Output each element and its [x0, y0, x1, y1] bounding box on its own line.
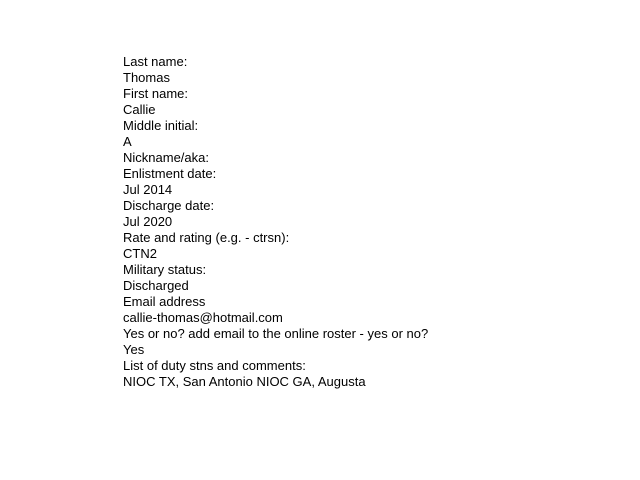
middle-initial-value: A — [123, 134, 132, 149]
military-status-label: Military status: — [123, 262, 207, 277]
rate-rating-value: CTN2 — [123, 246, 157, 261]
roster-consent-value: Yes — [123, 342, 145, 357]
enlistment-date-label: Enlistment date: — [123, 166, 217, 181]
email-value: callie-thomas@hotmail.com — [123, 310, 283, 325]
email-label: Email address — [123, 294, 206, 309]
enlistment-date-value: Jul 2014 — [123, 182, 173, 197]
discharge-date-value: Jul 2020 — [123, 214, 173, 229]
last-name-value: Thomas — [123, 70, 170, 85]
last-name-label: Last name: — [123, 54, 188, 69]
middle-initial-label: Middle initial: — [123, 118, 199, 133]
submission-form — [123, 54, 428, 390]
duty-stations-label: List of duty stns and comments: — [123, 358, 306, 373]
duty-stations-value: NIOC TX, San Antonio NIOC GA, Augusta — [123, 374, 366, 389]
rate-rating-label: Rate and rating (e.g. - ctrsn): — [123, 230, 290, 245]
first-name-label: First name: — [123, 86, 189, 101]
roster-consent-label: Yes or no? add email to the online roster - yes or no? — [123, 326, 429, 341]
discharge-date-label: Discharge date: — [123, 198, 215, 213]
nickname-label: Nickname/aka: — [123, 150, 209, 165]
military-status-value: Discharged — [123, 278, 189, 293]
first-name-value: Callie — [123, 102, 156, 117]
